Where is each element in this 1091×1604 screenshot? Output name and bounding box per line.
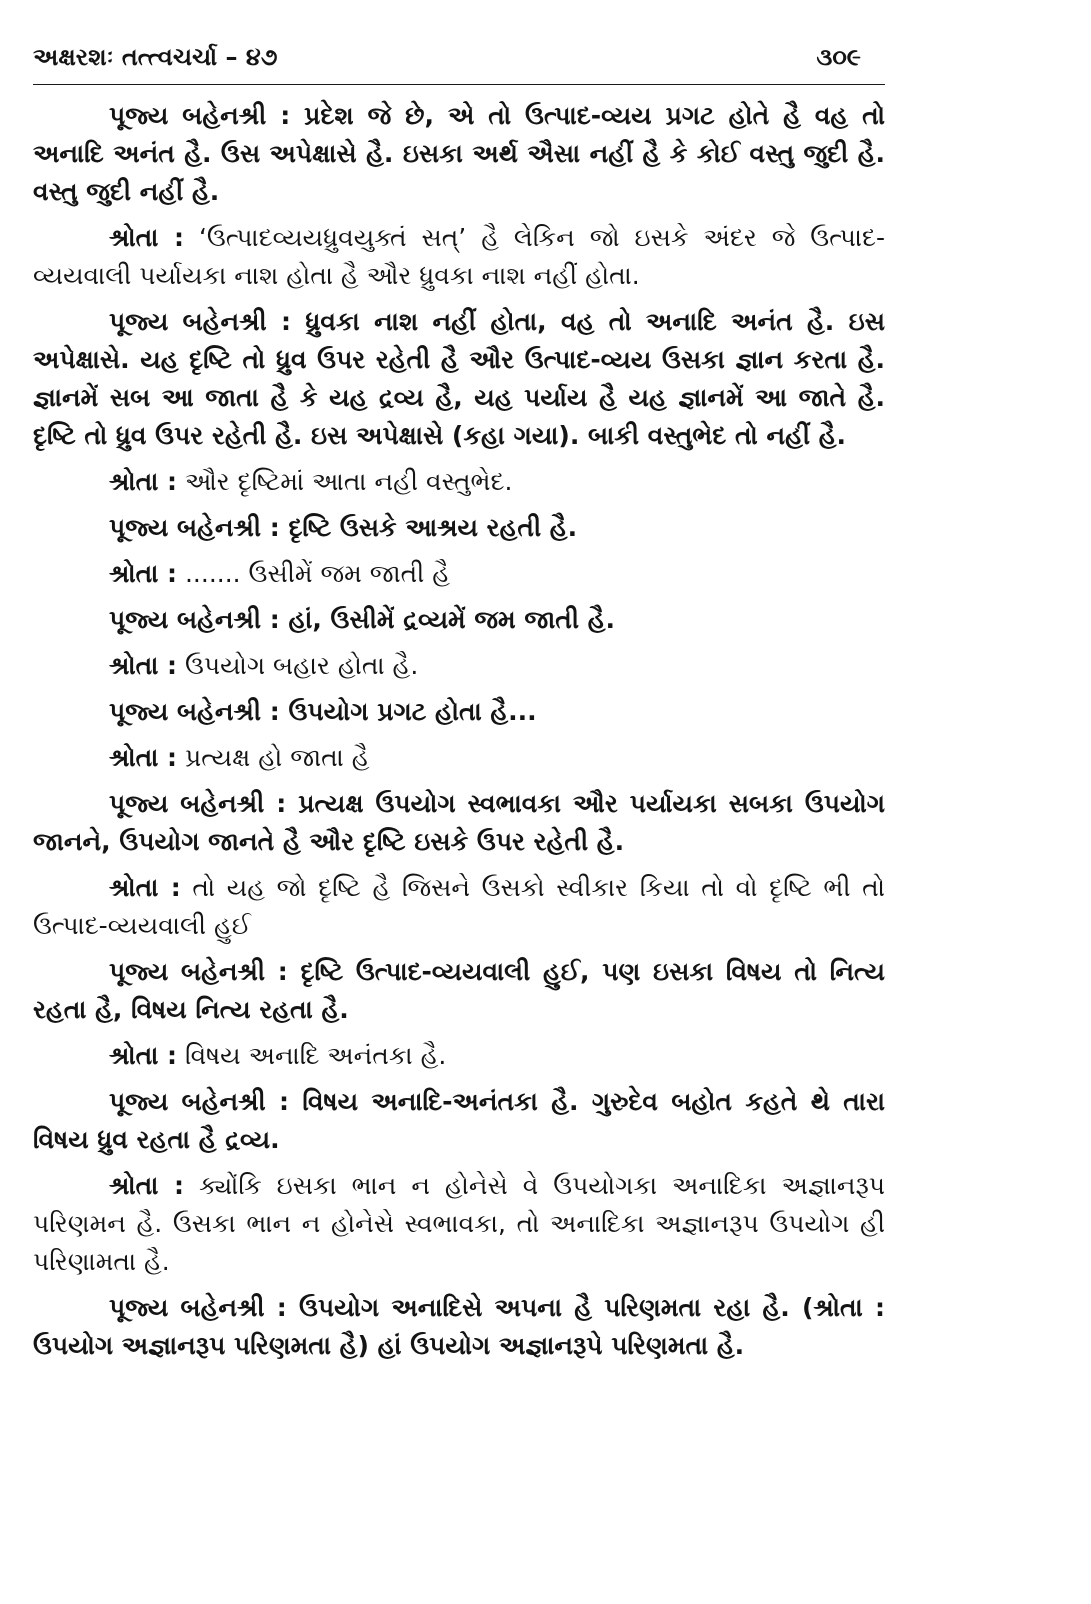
dialogue-paragraph [33, 1289, 885, 1365]
dialogue-text: વિષય અનાદિ અનંતકા હૈ. [184, 1041, 447, 1070]
dialogue-text: ઉપયોગ અનાદિસે અપના હૈ પરિણમતા રહા હૈ. (શ્રોતા : ઉપયોગ અજ્ઞાનરૂપ પરિણમતા હૈ) હાં ઉપયોગ અજ્ઞાનરૂપે પરિણમતા હૈ. [33, 1293, 885, 1360]
speaker-label: શ્રોતા : [109, 651, 178, 680]
speaker-label: શ્રોતા : [109, 1041, 178, 1070]
speaker-label: શ્રોતા : [109, 873, 181, 902]
speaker-label: પૂજ્ય બહેનશ્રી : [109, 789, 287, 818]
dialogue-text: વિષય અનાદિ-અનંતકા હૈ. ગુરુદેવ બહોત કહતે થે તારા વિષય ધ્રુવ રહતા હૈ દ્રવ્ય. [33, 1087, 885, 1154]
dialogue-paragraph [33, 693, 885, 731]
speaker-label: પૂજ્ય બહેનશ્રી : [109, 1087, 290, 1116]
dialogue-paragraph [33, 219, 885, 295]
speaker-label: શ્રોતા : [109, 223, 185, 252]
dialogue-body [33, 97, 885, 1365]
speaker-label: પૂજ્ય બહેનશ્રી : [109, 307, 292, 336]
dialogue-paragraph [33, 647, 885, 685]
dialogue-paragraph [33, 303, 885, 455]
speaker-label: પૂજ્ય બહેનશ્રી : [109, 1293, 287, 1322]
dialogue-text: ઉપયોગ બહાર હોતા હૈ. [184, 651, 419, 680]
speaker-label: શ્રોતા : [109, 743, 178, 772]
speaker-label: પૂજ્ય બહેનશ્રી : [109, 605, 280, 634]
speaker-label: શ્રોતા : [109, 559, 178, 588]
dialogue-paragraph [33, 1083, 885, 1159]
dialogue-paragraph [33, 953, 885, 1029]
dialogue-paragraph [33, 555, 885, 593]
dialogue-paragraph [33, 785, 885, 861]
chapter-title: અક્ષરશઃ તત્ત્વચર્ચા – ૪૭ [33, 43, 278, 71]
dialogue-paragraph [33, 463, 885, 501]
dialogue-text: પ્રત્યક્ષ હો જાતા હૈ [184, 743, 370, 772]
dialogue-text: પ્રત્યક્ષ ઉપયોગ સ્વભાવકા ઔર પર્યાયકા સબકા ઉપયોગ જાનને, ઉપયોગ જાનતે હૈ ઔર દૃષ્ટિ ઇસકે ઉપર રહેતી હૈ. [33, 789, 885, 856]
dialogue-text: ક્યોંકિ ઇસકા ભાન ન હોનેસે વે ઉપયોગકા અનાદિકા અજ્ઞાનરૂપ પરિણમન હૈ. ઉસકા ભાન ન હોનેસે સ્વભાવકા, તો અનાદિકા અજ્ઞાનરૂપ ઉપયોગ હી પરિણામતા હૈ. [33, 1171, 886, 1276]
dialogue-paragraph [33, 739, 885, 777]
dialogue-text: ‘ઉત્પાદવ્યયધ્રુવયુક્તં સત્’ હૈ લેકિન જો ઇસકે અંદર જે ઉત્પાદ-વ્યયવાલી પર્યાયકા નાશ હોતા હૈ ઔર ધ્રુવકા નાશ નહીં હોતા. [33, 223, 885, 290]
speaker-label: પૂજ્ય બહેનશ્રી : [109, 697, 280, 726]
speaker-label: શ્રોતા : [109, 1171, 185, 1200]
running-header [33, 40, 885, 85]
speaker-label: પૂજ્ય બહેનશ્રી : [109, 513, 280, 542]
dialogue-text: ધ્રુવકા નાશ નહીં હોતા, વહ તો અનાદિ અનંત હૈ. ઇસ અપેક્ષાસે. યહ દૃષ્ટિ તો ધ્રુવ ઉપર રહેતી હૈ ઔર ઉત્પાદ-વ્યય ઉસકા જ્ઞાન કરતા હૈ. જ્ઞાનમેં સબ આ જાતા હૈ કે યહ દ્રવ્ય હૈ, યહ પર્યાય હૈ યહ જ્ઞાનમેં આ જાતે હૈ. દૃષ્ટિ તો ધ્રુવ ઉપર રહેતી હૈ. ઇસ અપેક્ષાસે (કહા ગયા). બાકી વસ્તુભેદ તો નહીં હૈ. [33, 307, 885, 450]
dialogue-text: હાં, ઉસીમેં દ્રવ્યમેં જમ જાતી હૈ. [288, 605, 616, 634]
speaker-label: પૂજ્ય બહેનશ્રી : [109, 101, 291, 130]
dialogue-text: દૃષ્ટિ ઉસકે આશ્રય રહતી હૈ. [288, 513, 578, 542]
speaker-label: પૂજ્ય બહેનશ્રી : [109, 957, 288, 986]
book-page [33, 40, 885, 1373]
dialogue-paragraph [33, 601, 885, 639]
dialogue-paragraph [33, 1037, 885, 1075]
dialogue-text: ....... ઉસીમેં જમ જાતી હૈ [184, 559, 451, 588]
dialogue-text: પ્રદેશ જે છે, એ તો ઉત્પાદ-વ્યય પ્રગટ હોતે હૈ વહ તો અનાદિ અનંત હૈ. ઉસ અપેક્ષાસે હૈ. ઇસકા અર્થ ઐસા નહીં હૈ કે કોઈ વસ્તુ જુદી હૈ. વસ્તુ જુદી નહીં હૈ. [33, 101, 885, 206]
dialogue-text: દૃષ્ટિ ઉત્પાદ-વ્યયવાલી હુઈ, પણ ઇસકા વિષય તો નિત્ય રહતા હૈ, વિષય નિત્ય રહતા હૈ. [33, 957, 885, 1024]
dialogue-text: તો યહ જો દૃષ્ટિ હૈ જિસને ઉસકો સ્વીકાર કિયા તો વો દૃષ્ટિ ભી તો ઉત્પાદ-વ્યયવાલી હુઈ [33, 873, 885, 940]
dialogue-paragraph [33, 869, 885, 945]
dialogue-text: ઉપયોગ પ્રગટ હોતા હૈ... [288, 697, 537, 726]
page-number: ૩૦૯ [816, 43, 861, 71]
speaker-label: શ્રોતા : [109, 467, 178, 496]
dialogue-paragraph [33, 1167, 885, 1281]
dialogue-paragraph [33, 97, 885, 211]
dialogue-paragraph [33, 509, 885, 547]
dialogue-text: ઔર દૃષ્ટિમાં આતા નહી વસ્તુભેદ. [184, 467, 513, 496]
